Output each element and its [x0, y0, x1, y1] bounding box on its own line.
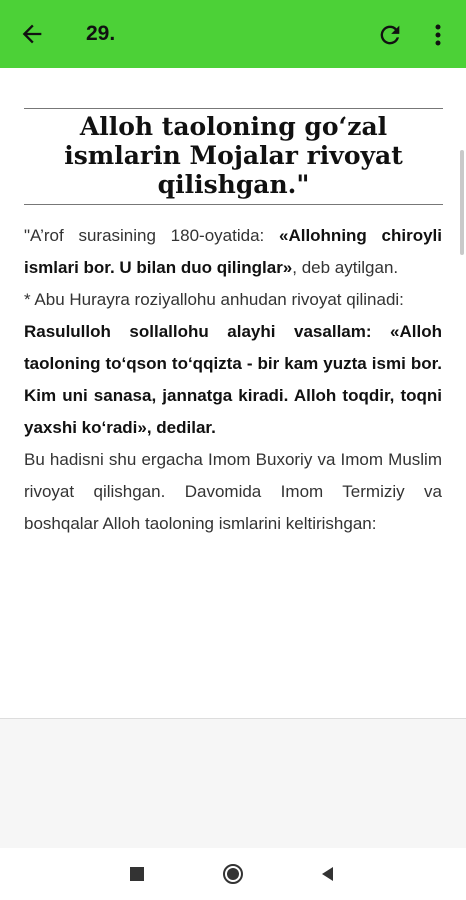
more-vert-icon[interactable] — [428, 21, 448, 49]
triangle-back-icon[interactable] — [316, 862, 340, 886]
paragraph-1 — [24, 220, 442, 284]
paragraph-2: * Abu Hurayra roziyallohu anhudan rivoyat qilinadi: — [24, 290, 404, 309]
paragraph-4: Bu hadisni shu ergacha Imom Buxoriy va Imom Muslim rivoyat qilishgan. Davomida Imom Termiziy va boshqalar Alloh taoloning ismlarini keltirishgan: — [24, 450, 442, 533]
p3-bold: Rasululloh sollallohu alayhi vasallam: «Alloh taoloning to‘qson to‘qqizta - bir kam yuzta ismi bor. Kim uni sanasa, jannatga kiradi. Alloh toqdir, toqni yaxshi ko‘radi», dedilar. — [24, 322, 442, 437]
refresh-icon[interactable] — [376, 21, 404, 49]
p1-end: , deb aytilgan. — [292, 258, 399, 277]
article-heading: Alloh taoloning go‘zal ismlarin Mojalar rivoyat qilishgan." — [64, 112, 403, 199]
article-body — [24, 220, 442, 540]
scrollbar[interactable] — [460, 150, 464, 255]
p1-text: "A’rof surasining 180-oyatida: — [24, 226, 279, 245]
bottom-panel — [0, 718, 466, 849]
heading-rule-top — [24, 108, 443, 109]
square-icon[interactable] — [125, 862, 149, 886]
app-bar — [0, 0, 466, 68]
heading-rule-bottom — [24, 204, 443, 205]
page-title: 29. — [86, 22, 116, 45]
arrow-back-icon[interactable] — [18, 20, 46, 48]
article-content[interactable] — [0, 68, 466, 718]
system-nav-bar — [0, 848, 466, 900]
paragraph-3 — [24, 316, 442, 444]
p1-bold: «Allohning chiroyli ismlari bor. U bilan duo qilinglar» — [24, 226, 443, 277]
circle-icon[interactable] — [221, 862, 245, 886]
